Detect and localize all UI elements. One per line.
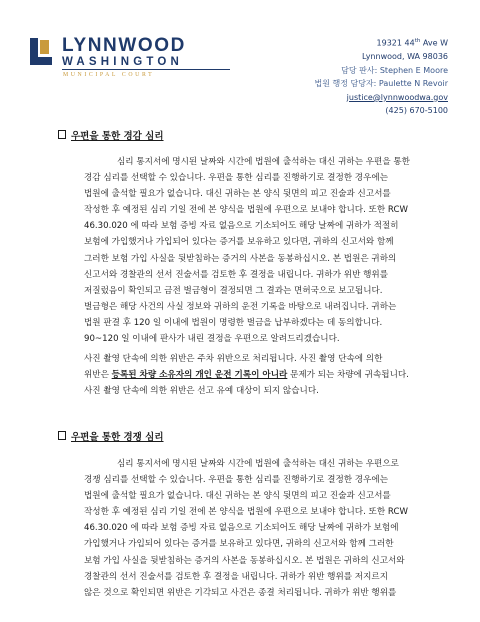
section-contested-title: 우편을 통한 경쟁 심리: [58, 431, 164, 445]
logo-name: LYNNWOOD: [62, 35, 186, 56]
emphasized-text: 등록된 차량 소유자의 개인 운전 기록이 아니라: [111, 370, 288, 381]
court-contact-block: [314, 35, 448, 118]
email-link[interactable]: justice@lynnwoodwa.gov: [346, 92, 448, 102]
court-administrator: 법원 행정 담당자: Paulette N Revoir: [314, 79, 448, 89]
judge-name: 담당 판사: Stephen E Moore: [341, 65, 448, 75]
checkbox-icon: [58, 130, 66, 139]
checkbox-icon: [58, 431, 66, 440]
section-mitigation-title: 우편을 통한 경감 심리: [58, 130, 164, 144]
logo-divider: [62, 69, 230, 70]
address-line-1: 19321 44th Ave W: [376, 38, 448, 48]
contested-paragraph: 심리 통지서에 명시된 날짜와 시간에 법원에 출석하는 대신 귀하는 우편으로 경쟁 심리를 선택할 수 있습니다. 우편을 통한 심리를 진행하기로 결정한 경우에는 법원에 출석할 필요가 없습니다. 대신 귀하는 본 양식 뒷면의 피고 진술과 신고서를 작성한 후 예정된 심리 기일 전에 본 양식을 법원에 우편으로 보내야 합니다. 또한 RCW 46.30.020 에 따라 보험 증빙 자료 없음으로 기소되어도 해당 날짜에 귀하가 보험에 가입했거나 가입되어 있다는 증거를 보유하고 있다면, 귀하의 신고서와 함께 그러한 보험 가입 사실을 뒷받침하는 증거의 사본을 동봉하십시오. 본 법원은 귀하의 신고서와 경찰관의 선서 진술서를 검토한 후 결정을 내립니다. 귀하가 위반 행위를 저지르지 않은 것으로 확인되면 위반은 기각되고 사건은 종결 처리됩니다. 귀하가 위반 행위를: [84, 459, 408, 598]
phone-number: (425) 670-5100: [385, 106, 448, 116]
logo-state: WASHINGTON: [62, 56, 184, 68]
lynnwood-logo-icon: [30, 38, 52, 65]
photo-enforcement-paragraph: 사진 촬영 단속에 의한 위반은 주차 위반으로 처리됩니다. 사진 촬영 단속에 의한 위반은 등록된 차량 소유자의 개인 운전 기록이 아니라 문제가 되는 차량에 귀속됩니다. 사진 촬영 단속에 의한 위반은 선고 유예 대상이 되지 않습니다.: [84, 354, 409, 397]
logo-court-label: MUNICIPAL COURT: [63, 72, 155, 78]
mitigation-paragraph: 심리 통지서에 명시된 날짜와 시간에 법원에 출석하는 대신 귀하는 우편을 통한 경감 심리를 선택할 수 있습니다. 우편을 통한 심리를 진행하기로 결정한 경우에는 법원에 출석할 필요가 없습니다. 대신 귀하는 본 양식 뒷면의 피고 진술과 신고서를 작성한 후 예정된 심리 기일 전에 본 양식을 법원에 우편으로 보내야 합니다. 또한 RCW 46.30.020 에 따라 보험 증빙 자료 없음으로 기소되어도 해당 날짜에 귀하가 적절히 보험에 가입했거나 가입되어 있다는 증거를 보유하고 있다면, 귀하의 신고서와 함께 그러한 보험 가입 사실을 뒷받침하는 증거의 사본을 동봉하십시오. 본 법원은 귀하의 신고서와 경찰관의 선서 진술서를 검토한 후 결정을 내립니다. 귀하가 위반 행위를 저질렀음이 확인되고 금전 벌금형이 결정되면 그 결과는 면허국으로 보고됩니다. 벌금형은 해당 사건의 사실 정보와 귀하의 운전 기록을 바탕으로 내려집니다. 귀하는 법원 판결 후 120 일 이내에 법원이 명령한 벌금을 납부하겠다는 데 동의합니다. 90~120 일 이내에 판사가 내린 결정을 우편으로 알려드리겠습니다.: [84, 157, 410, 345]
court-logo: [30, 35, 230, 78]
address-line-2: Lynnwood, WA 98036: [361, 52, 448, 62]
